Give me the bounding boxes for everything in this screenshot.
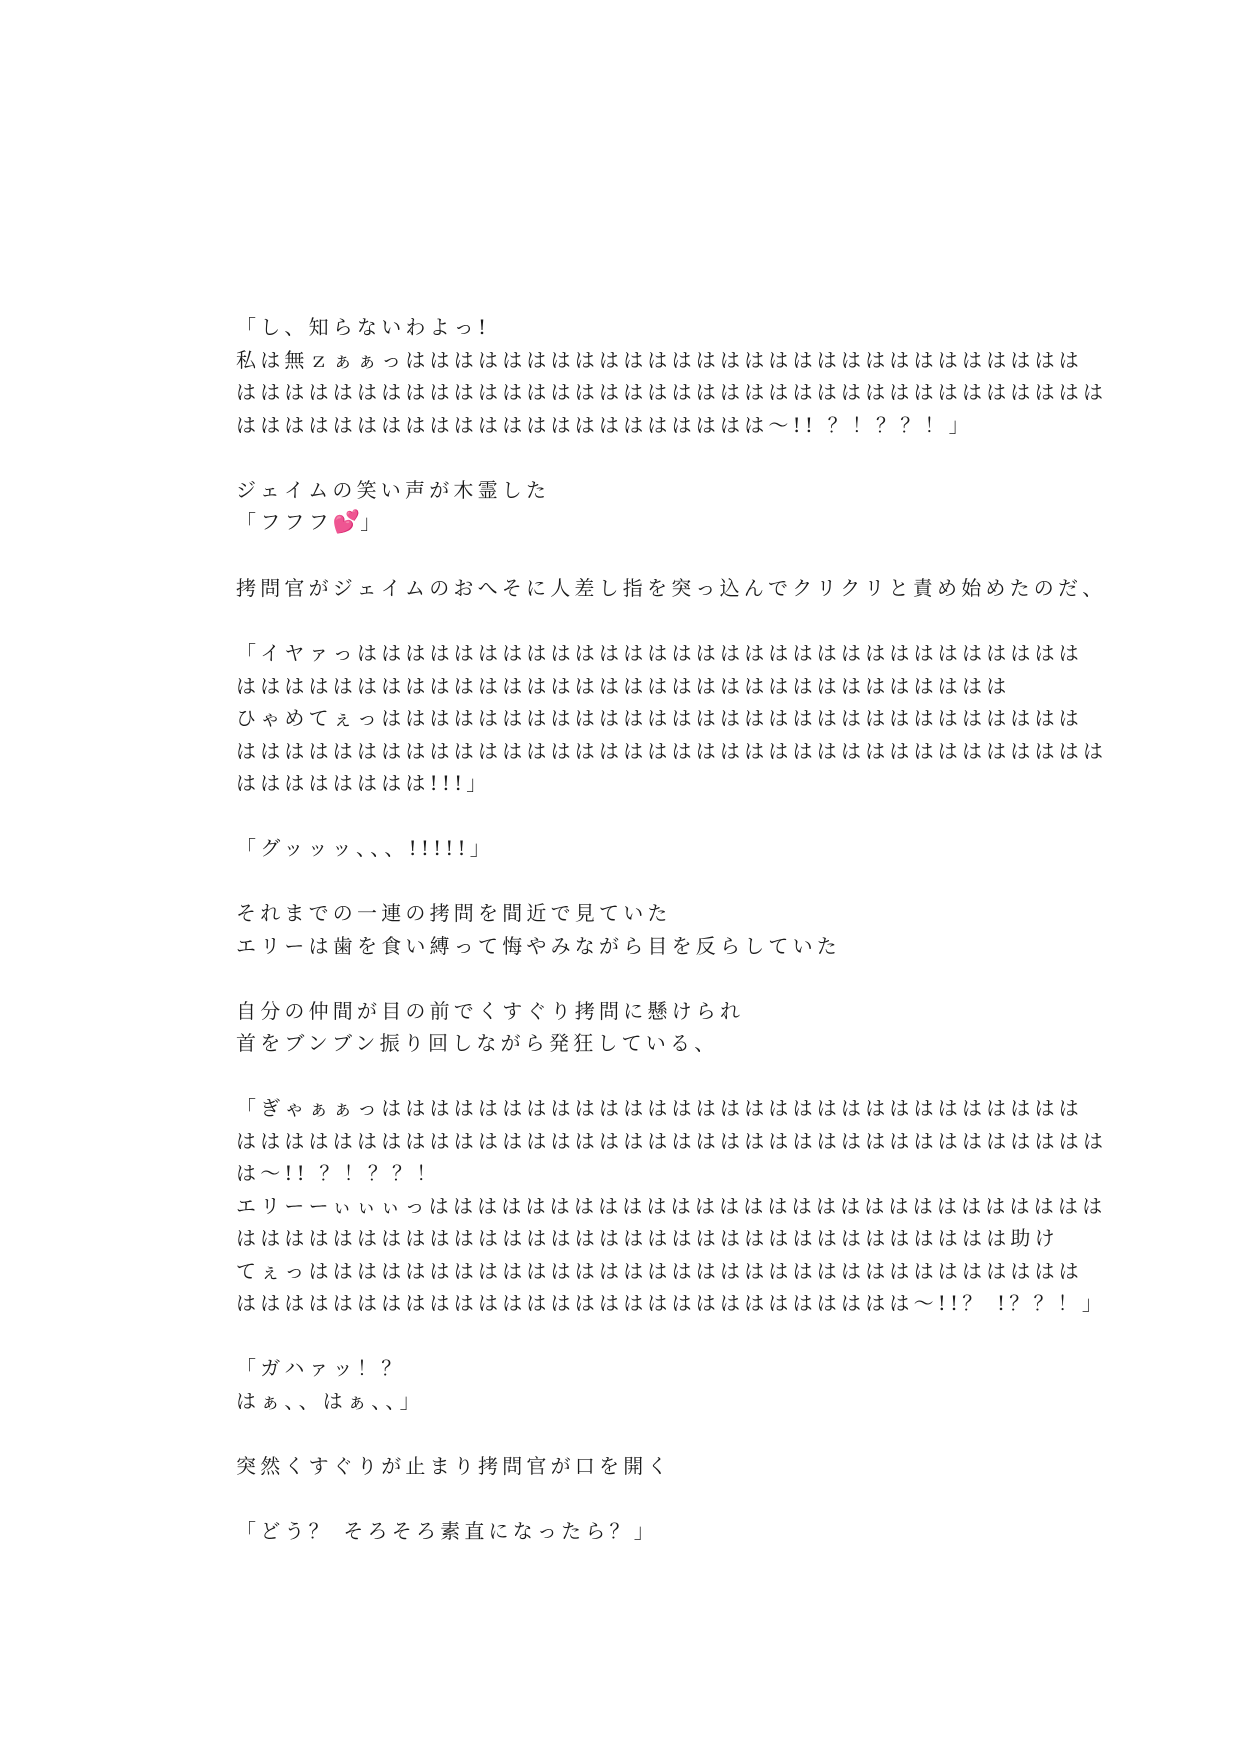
paragraph-9 bbox=[236, 1352, 1016, 1417]
text-line: はははははははははははははははははははははははははははははははははははは bbox=[236, 1128, 1108, 1153]
text-line: ひゃめてぇっははははははははははははははははははははははははははははは bbox=[236, 706, 1083, 730]
text-line: ジェイムの笑い声が木霊した bbox=[236, 477, 551, 502]
paragraph-5 bbox=[236, 832, 1016, 865]
paragraph-7 bbox=[236, 995, 1016, 1060]
text-line: はははははははははははははははははははははははははははははははははははは bbox=[236, 380, 1108, 404]
paragraph-11 bbox=[236, 1515, 1016, 1548]
text-line: 拷問官がジェイムのおへそに人差し指を突っ込んでクリクリと責め始めたのだ、 bbox=[236, 576, 1107, 600]
heart-icon: 💕 bbox=[332, 510, 361, 535]
text-line: 「グッッッ、、、!!!!!」 bbox=[236, 836, 494, 860]
text-line: はははははははは!!!」 bbox=[236, 771, 491, 795]
text-line: エリーーぃぃぃっはははははははははははははははははははははははははははは bbox=[236, 1193, 1107, 1218]
document-body bbox=[236, 311, 1108, 1580]
text-line: それまでの一連の拷問を間近で見ていた bbox=[236, 901, 672, 925]
text-line: 「イヤァっはははははははははははははははははははははははははははははは bbox=[236, 641, 1083, 665]
paragraph-3 bbox=[236, 572, 1107, 605]
text-fragment: 「フフフ bbox=[236, 510, 333, 534]
text-line: はぁ、、はぁ、、」 bbox=[236, 1388, 424, 1413]
paragraph-2 bbox=[236, 474, 1016, 540]
text-line: はははははははははははははははははははははははははははははははは bbox=[236, 673, 1011, 698]
text-fragment: 」 bbox=[360, 510, 385, 534]
paragraph-10 bbox=[236, 1450, 1016, 1483]
text-line: 「ぎゃぁぁっははははははははははははははははははははははははははははは bbox=[236, 1096, 1083, 1120]
text-line: てぇっはははははははははははははははははははははははははははははははは bbox=[236, 1258, 1083, 1283]
text-line: はははははははははははははははははははははははははははは～!!？ !？？！」 bbox=[236, 1291, 1107, 1315]
text-line: 「し、知らないわよっ! bbox=[236, 315, 491, 339]
paragraph-4 bbox=[236, 637, 1108, 800]
text-line: はははははははははははははははははははははははははははははははははははは bbox=[236, 738, 1108, 763]
text-line: エリーは歯を食い縛って悔やみながら目を反らしていた bbox=[236, 933, 841, 958]
paragraph-6 bbox=[236, 897, 1016, 962]
paragraph-1 bbox=[236, 311, 1108, 441]
text-line: 「ガハァッ！？ bbox=[236, 1356, 406, 1380]
text-line: はははははははははははははははははははははは～!! ？！？？！」 bbox=[236, 412, 973, 437]
text-line-with-heart bbox=[236, 506, 1016, 540]
text-line: 「どう？ そろそろ素直になったら？」 bbox=[236, 1518, 658, 1543]
text-line: は～!! ？！？？！ bbox=[236, 1161, 441, 1185]
text-line: はははははははははははははははははははははははははははははははは助け bbox=[236, 1226, 1059, 1250]
paragraph-8 bbox=[236, 1092, 1108, 1320]
text-line: 首をブンブン振り回しながら発狂している、 bbox=[236, 1031, 719, 1055]
text-line: 自分の仲間が目の前でくすぐり拷問に懸けられ bbox=[236, 998, 745, 1023]
text-line: 私は無ｚぁぁっはははははははははははははははははははははははははははは bbox=[236, 347, 1083, 372]
text-line: 突然くすぐりが止まり拷問官が口を開く bbox=[236, 1453, 672, 1478]
